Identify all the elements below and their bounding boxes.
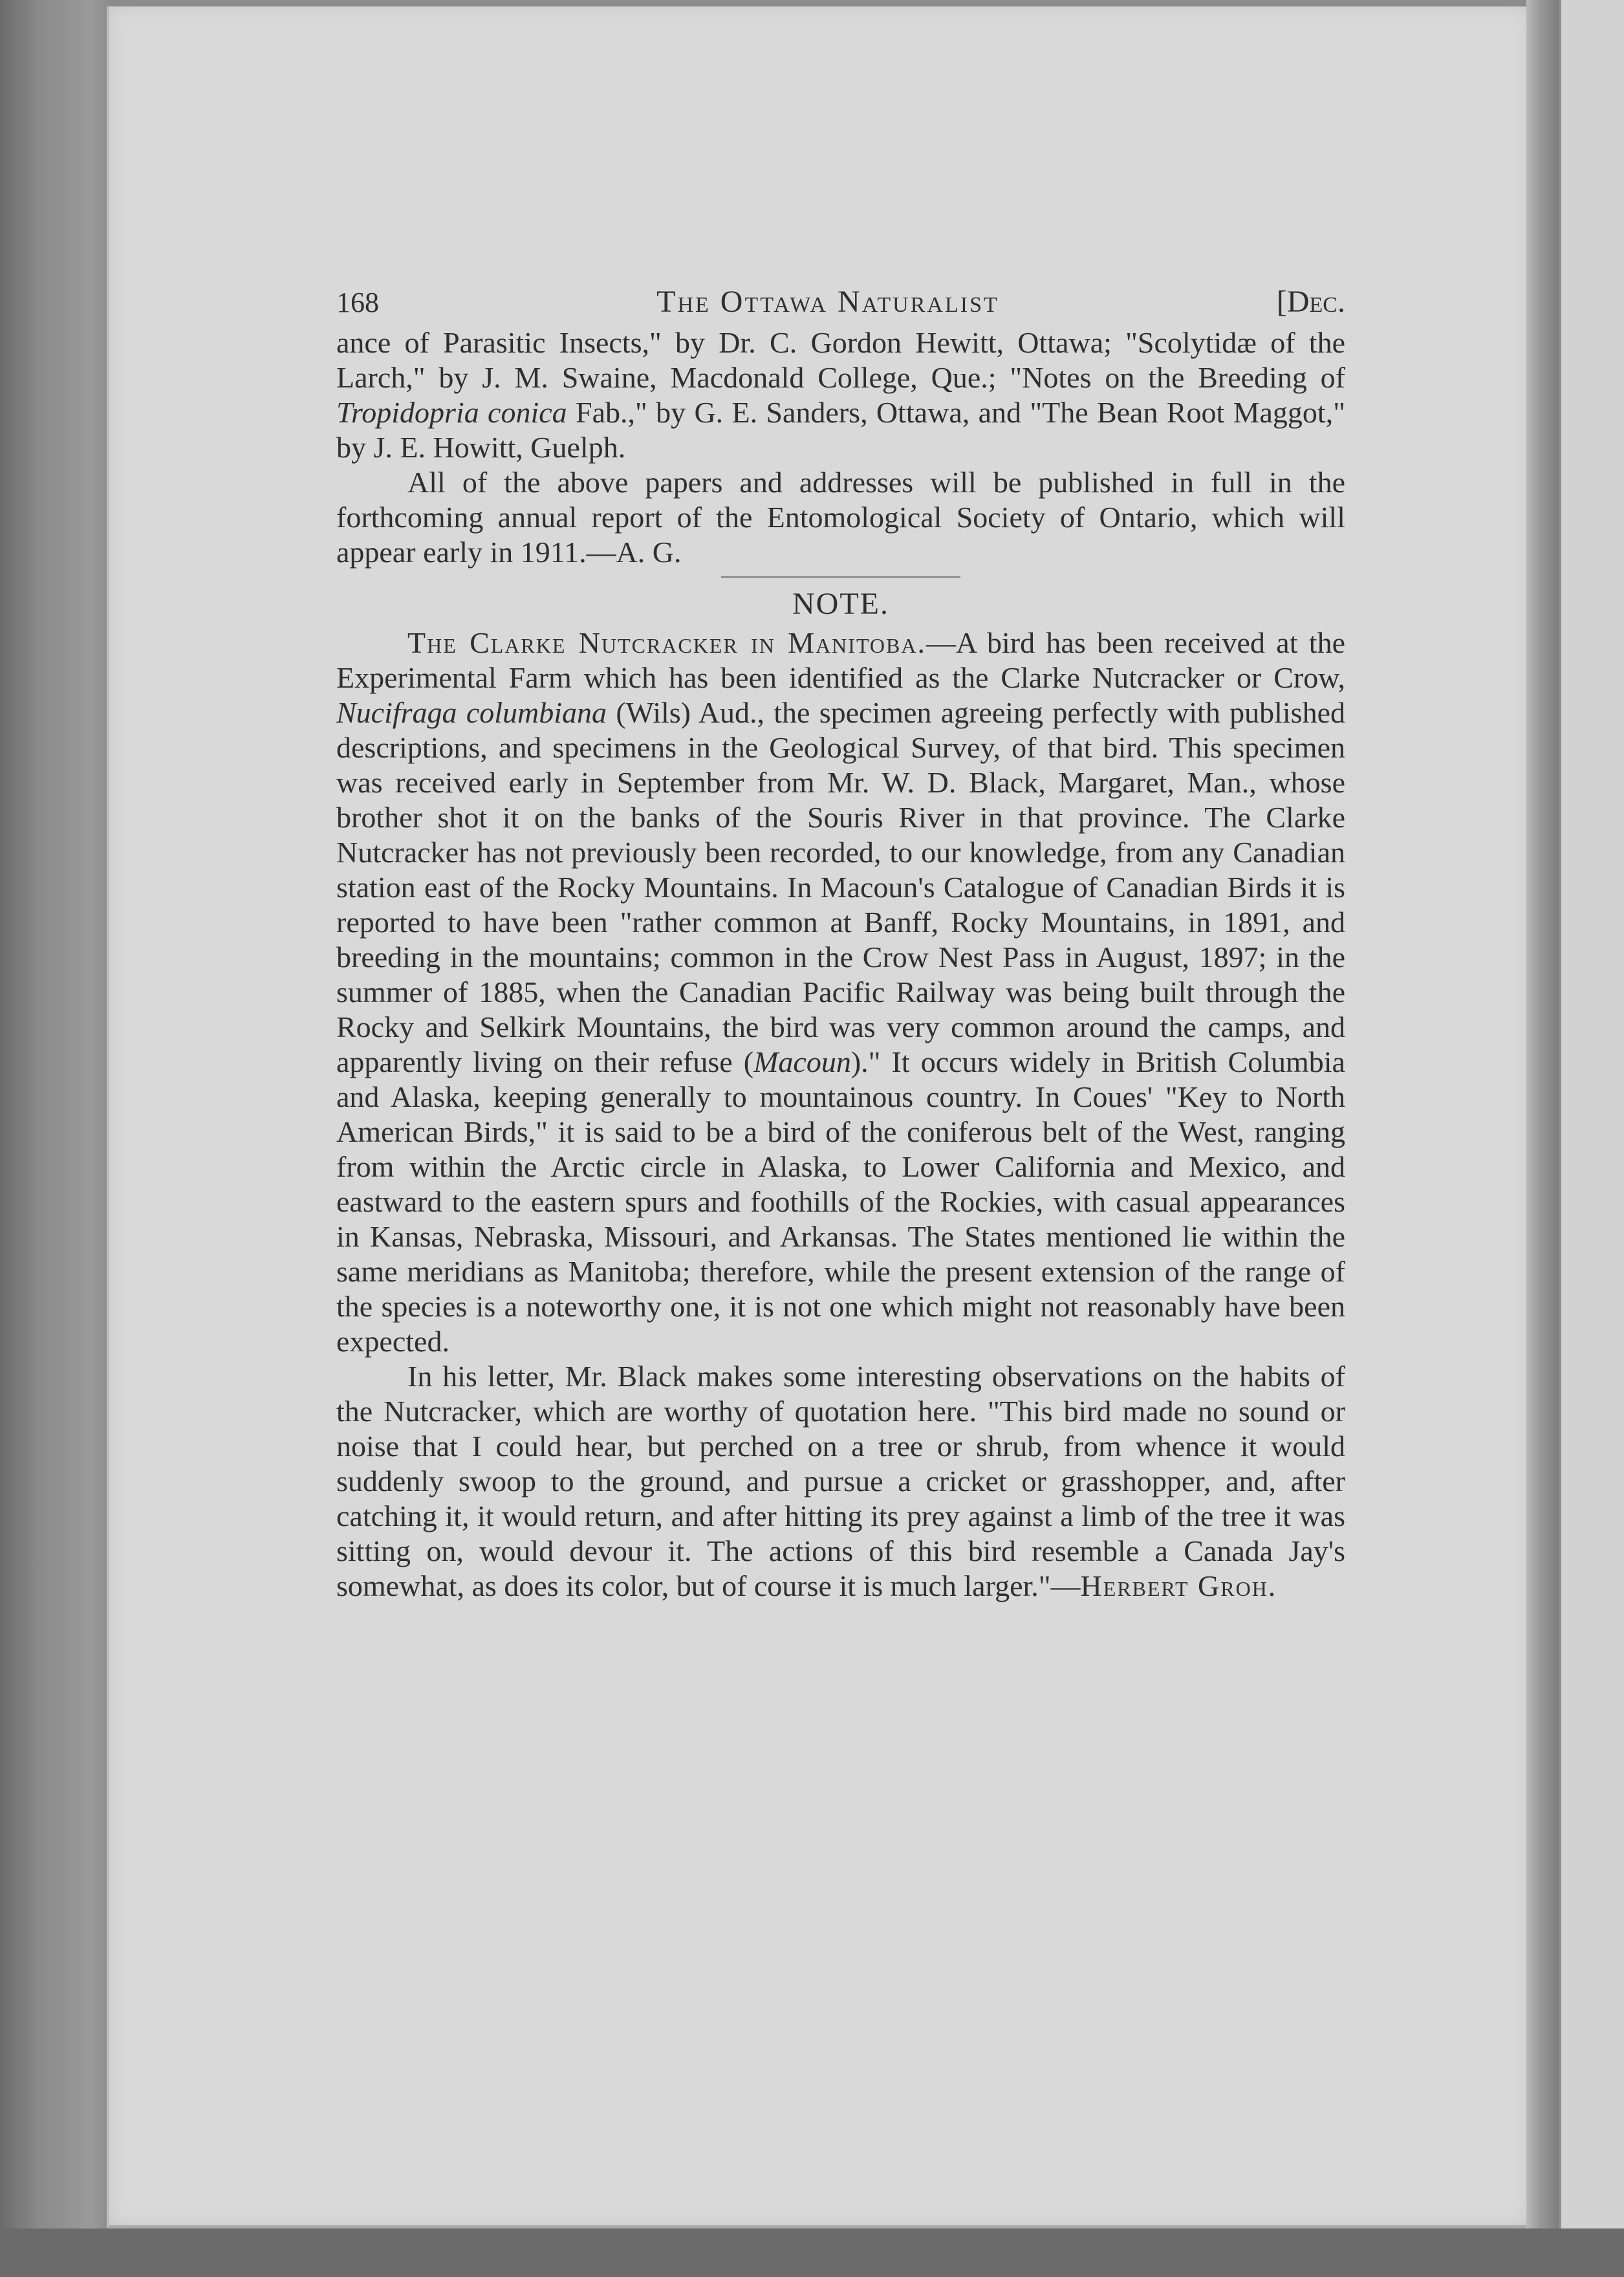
note-text-1c: )." It occurs widely in British Columbia and Alaska, keeping generally to mountainous country. In Coues' "Key to North American Birds," it is said to be a bird of the coniferous belt of the West, ranging from within the Arctic circle in Alaska, to Lower California and Mexico, and eastward to the eastern spurs and foothills of the Rockies, with casual appearances in Kansas, Nebraska, Missouri, and Arkansas. The States mentioned lie within the same meridians as Manitoba; therefore, while the present extension of the range of the species is a noteworthy one, it is not one which might not reasonably have been expected. <box>336 1045 1345 1358</box>
adjacent-page-edge <box>1559 0 1624 2245</box>
note-text-2: In his letter, Mr. Black makes some interesting observations on the habits of the Nutcracker, which are worthy of quotation here. "This bird made no sound or noise that I could hear, but perched on a tree or shrub, from whence it would suddenly swoop to the ground, and pursue a cricket or grasshopper, and, after catching it, it would return, and after hitting its prey against a limb of the tree it was sitting on, would devour it. The actions of this bird resemble a Canada Jay's somewhat, as does its color, but of course it is much larger."— <box>336 1360 1345 1602</box>
species-name-nucifraga: Nucifraga columbiana <box>336 696 607 729</box>
scan-bottom-edge <box>0 2228 1624 2277</box>
note-author: Herbert Groh. <box>1080 1569 1277 1602</box>
note-paragraph-1 <box>336 626 1345 1359</box>
species-name-tropidopria: Tropidopria conica <box>336 396 567 429</box>
note-text-1b: (Wils) Aud., the specimen agreeing perfectly with published descriptions, and specimens in the Geological Survey, of that bird. This specimen was received early in September from Mr. W. D. Black, Margaret, Man., whose brother shot it on the banks of the Souris River in that province. The Clarke Nutcracker has not previously been recorded, to our knowledge, from any Canadian station east of the Rocky Mountains. In Macoun's Catalogue of Canadian Birds it is reported to have been "rather common at Banff, Rocky Mountains, in 1891, and breeding in the mountains; common in the Crow Nest Pass in August, 1897; in the summer of 1885, when the Canadian Pacific Railway was being built through the Rocky and Selkirk Mountains, the bird was very common around the camps, and apparently living on their refuse ( <box>336 696 1345 1078</box>
issue-month: [Dec. <box>1276 285 1345 319</box>
running-head <box>336 285 1345 320</box>
journal-title: The Ottawa Naturalist <box>656 285 999 319</box>
page-text <box>336 285 1345 1604</box>
publication-paragraph: All of the above papers and addresses will be published in full in the forthcoming annual report of the Entomological Society of Ontario, which will appear early in 1911.—A. G. <box>336 466 1345 569</box>
continuation-text-1: ance of Parasitic Insects," by Dr. C. Gordon Hewitt, Ottawa; "Scolytidæ of the Larch," by J. M. Swaine, Macdonald College, Que.; "Notes on the Breeding of <box>336 326 1345 394</box>
note-heading: NOTE. <box>792 587 889 621</box>
section-divider <box>721 576 960 578</box>
note-text-1a: —A bird has been received at the Experimental Farm which has been identified as the Clarke Nutcracker or Crow, <box>336 626 1346 694</box>
note-title: The Clarke Nutcracker in Manitoba. <box>407 626 926 659</box>
page-number: 168 <box>336 287 379 318</box>
continuation-paragraph <box>336 325 1345 465</box>
continuation-text-2: Fab.," by G. E. Sanders, Ottawa, and "The Bean Root Maggot," by J. E. Howitt, Guelph. <box>336 396 1345 464</box>
citation-macoun: Macoun <box>753 1045 851 1078</box>
note-paragraph-2 <box>336 1359 1345 1604</box>
page-gutter <box>1526 0 1559 2245</box>
